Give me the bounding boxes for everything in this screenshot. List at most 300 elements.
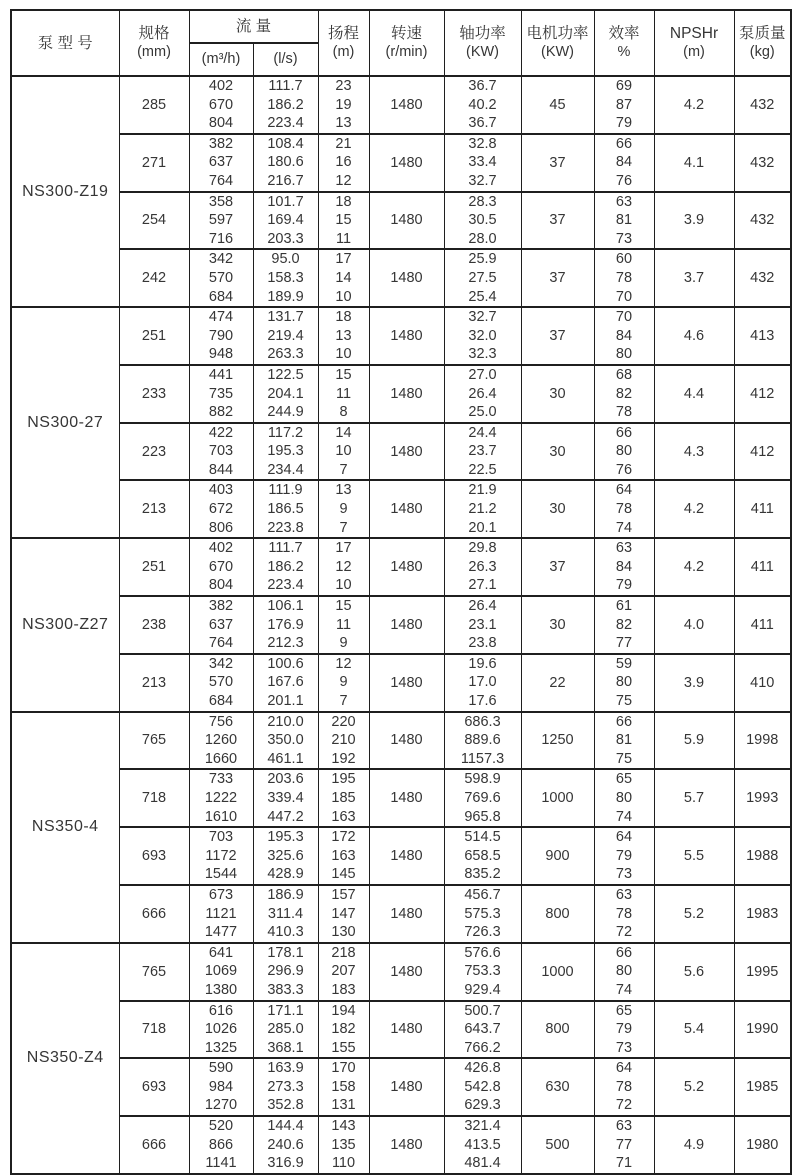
efficiency-value: 84 [615,327,633,344]
flow-m3h-cell [189,827,253,885]
motor-power-cell: 37 [521,192,594,250]
shaft-power-value: 28.0 [468,230,497,247]
head-value: 7 [339,461,348,478]
head-value: 10 [335,346,352,363]
shaft-power-value: 321.4 [464,1118,501,1135]
shaft-power-value: 514.5 [464,829,501,846]
efficiency-value: 80 [615,346,633,363]
shaft-power-cell [444,134,521,192]
efficiency-value: 64 [615,1060,633,1077]
head-value: 194 [331,1002,356,1019]
efficiency-value: 87 [615,96,633,113]
flow-ls-value: 350.0 [267,732,304,749]
shaft-power-value: 32.8 [468,135,497,152]
flow-m3h-value: 637 [208,154,234,171]
npshr-cell: 5.4 [654,1001,734,1059]
shaft-power-value: 27.5 [468,269,497,286]
motor-power-cell: 37 [521,134,594,192]
col-header-weight-unit: (kg) [749,44,775,60]
shaft-power-value: 26.3 [468,558,497,575]
flow-ls-cell [253,1058,318,1116]
flow-m3h-cell [189,538,253,596]
weight-cell: 411 [734,596,791,654]
head-value: 11 [335,385,352,402]
npshr-cell: 4.0 [654,596,734,654]
flow-ls-value: 223.4 [267,577,304,594]
shaft-power-cell [444,192,521,250]
shaft-power-value: 889.6 [464,732,501,749]
motor-power-cell: 22 [521,654,594,712]
shaft-power-value: 23.8 [468,635,497,652]
flow-m3h-value: 806 [208,519,234,536]
motor-power-cell: 45 [521,76,594,134]
col-header-speed [369,10,444,76]
head-cell [318,827,369,885]
head-cell [318,307,369,365]
flow-m3h-value: 641 [208,944,234,961]
flow-ls-cell [253,596,318,654]
efficiency-value: 73 [615,1039,633,1056]
head-value: 19 [335,96,352,113]
shaft-power-value: 21.2 [468,501,497,518]
table-row [11,1116,791,1174]
flow-ls-value: 325.6 [267,847,304,864]
flow-ls-value: 352.8 [267,1097,304,1114]
speed-cell: 1480 [369,423,444,481]
flow-ls-value: 285.0 [267,1021,304,1038]
head-value: 13 [335,115,352,132]
shaft-power-value: 769.6 [464,789,501,806]
spec-cell: 765 [119,712,189,770]
spec-cell: 765 [119,943,189,1001]
shaft-power-cell [444,1058,521,1116]
efficiency-value: 75 [615,750,633,767]
speed-cell: 1480 [369,1001,444,1059]
table-row [11,76,791,134]
spec-cell: 718 [119,1001,189,1059]
flow-ls-value: 234.4 [267,461,304,478]
flow-m3h-value: 1121 [205,905,237,922]
efficiency-value: 61 [615,598,633,615]
col-header-spec-unit: (mm) [137,44,171,60]
npshr-cell: 3.9 [654,654,734,712]
efficiency-value: 74 [615,981,633,998]
efficiency-value: 84 [615,558,633,575]
motor-power-cell: 30 [521,423,594,481]
npshr-cell: 5.9 [654,712,734,770]
flow-m3h-value: 1325 [204,1039,238,1056]
shaft-power-value: 36.7 [468,115,497,132]
col-header-npshr-label: NPSHr [669,25,719,42]
col-header-spec-label: 规格 [138,25,170,42]
flow-m3h-cell [189,365,253,423]
table-row [11,192,791,250]
flow-ls-value: 122.5 [267,366,304,383]
head-value: 15 [335,212,352,229]
flow-m3h-value: 1069 [204,963,238,980]
shaft-power-value: 413.5 [464,1136,501,1153]
pump-model-cell: NS350-Z4 [11,943,119,1174]
npshr-cell: 5.2 [654,1058,734,1116]
npshr-cell: 4.1 [654,134,734,192]
col-header-npshr [654,10,734,76]
shaft-power-value: 19.6 [468,655,497,672]
flow-ls-value: 263.3 [267,346,304,363]
shaft-power-value: 686.3 [464,713,501,730]
shaft-power-value: 598.9 [464,771,501,788]
flow-ls-cell [253,769,318,827]
flow-m3h-cell [189,423,253,481]
shaft-power-value: 25.0 [468,404,497,421]
flow-m3h-value: 804 [208,115,234,132]
flow-m3h-value: 984 [208,1078,234,1095]
weight-cell: 432 [734,249,791,307]
flow-m3h-cell [189,76,253,134]
efficiency-value: 63 [615,193,633,210]
flow-m3h-value: 1141 [205,1155,237,1172]
flow-m3h-cell [189,307,253,365]
head-value: 157 [331,886,356,903]
shaft-power-value: 32.0 [468,327,497,344]
flow-ls-value: 100.6 [267,655,304,672]
flow-m3h-cell [189,769,253,827]
npshr-cell: 4.2 [654,480,734,538]
head-value: 11 [335,230,352,247]
weight-cell: 1998 [734,712,791,770]
flow-m3h-value: 382 [208,598,234,615]
flow-ls-value: 447.2 [267,808,304,825]
shaft-power-value: 481.4 [464,1155,501,1172]
efficiency-cell [594,76,654,134]
head-value: 14 [335,269,352,286]
efficiency-cell [594,1116,654,1174]
shaft-power-cell [444,76,521,134]
efficiency-value: 77 [615,635,633,652]
flow-ls-value: 368.1 [267,1039,304,1056]
table-row [11,712,791,770]
flow-ls-value: 195.3 [267,829,304,846]
col-header-speed-label: 转速 [390,25,422,42]
motor-power-cell: 630 [521,1058,594,1116]
head-cell [318,596,369,654]
head-cell [318,538,369,596]
shaft-power-cell [444,423,521,481]
efficiency-value: 66 [615,424,633,441]
motor-power-cell: 37 [521,249,594,307]
flow-ls-value: 223.4 [267,115,304,132]
weight-cell: 413 [734,307,791,365]
flow-ls-value: 316.9 [267,1155,304,1172]
head-cell [318,480,369,538]
efficiency-value: 66 [615,135,633,152]
head-value: 10 [335,288,352,305]
flow-ls-value: 169.4 [267,212,304,229]
efficiency-value: 68 [615,366,633,383]
motor-power-cell: 30 [521,365,594,423]
flow-m3h-value: 764 [208,635,234,652]
shaft-power-value: 17.0 [468,674,497,691]
flow-ls-cell [253,827,318,885]
speed-cell: 1480 [369,192,444,250]
shaft-power-value: 426.8 [464,1060,501,1077]
motor-power-cell: 30 [521,480,594,538]
flow-m3h-cell [189,885,253,943]
head-cell [318,1116,369,1174]
flow-ls-value: 189.9 [267,288,304,305]
flow-m3h-value: 402 [208,540,234,557]
flow-ls-value: 223.8 [267,519,304,536]
shaft-power-value: 30.5 [468,212,497,229]
flow-ls-cell [253,1001,318,1059]
table-row [11,1058,791,1116]
head-value: 147 [331,905,356,922]
table-row [11,654,791,712]
shaft-power-cell [444,596,521,654]
shaft-power-value: 27.1 [468,577,497,594]
motor-power-cell: 30 [521,596,594,654]
spec-cell: 251 [119,538,189,596]
flow-m3h-value: 672 [208,501,234,518]
flow-ls-value: 186.2 [267,558,304,575]
shaft-power-value: 456.7 [464,886,501,903]
spec-cell: 693 [119,827,189,885]
flow-m3h-value: 597 [208,212,234,229]
head-value: 155 [331,1039,356,1056]
flow-m3h-cell [189,480,253,538]
shaft-power-value: 40.2 [468,96,497,113]
efficiency-value: 80 [615,789,633,806]
efficiency-value: 65 [615,771,633,788]
head-value: 192 [331,750,356,767]
shaft-power-value: 929.4 [464,981,501,998]
flow-m3h-value: 570 [208,269,234,286]
speed-cell: 1480 [369,365,444,423]
head-value: 185 [331,789,356,806]
col-header-motor-power-unit: (KW) [540,44,574,60]
flow-m3h-value: 403 [208,482,234,499]
flow-m3h-value: 948 [208,346,234,363]
shaft-power-cell [444,1116,521,1174]
table-row [11,943,791,1001]
spec-cell: 213 [119,654,189,712]
pump-spec-table [10,9,792,1175]
col-header-model: 泵 型 号 [11,10,119,76]
flow-m3h-value: 684 [208,693,234,709]
shaft-power-cell [444,943,521,1001]
flow-ls-value: 219.4 [267,327,304,344]
head-value: 158 [331,1078,356,1095]
efficiency-value: 79 [615,1021,633,1038]
efficiency-value: 81 [615,212,633,229]
efficiency-value: 64 [615,829,633,846]
col-header-shaft-power [444,10,521,76]
head-value: 143 [331,1118,356,1135]
flow-m3h-cell [189,1058,253,1116]
flow-ls-value: 144.4 [267,1118,304,1135]
table-row [11,307,791,365]
efficiency-cell [594,1001,654,1059]
flow-ls-value: 203.6 [267,771,304,788]
flow-m3h-cell [189,192,253,250]
head-value: 10 [335,443,352,460]
flow-m3h-value: 1610 [204,808,238,825]
flow-ls-cell [253,249,318,307]
efficiency-value: 74 [615,519,633,536]
motor-power-cell: 500 [521,1116,594,1174]
col-header-weight-label: 泵质量 [738,25,786,42]
table-row [11,769,791,827]
flow-m3h-value: 590 [208,1060,234,1077]
efficiency-value: 64 [615,482,633,499]
speed-cell: 1480 [369,134,444,192]
spec-cell: 233 [119,365,189,423]
head-value: 110 [331,1155,356,1172]
weight-cell: 410 [734,654,791,712]
motor-power-cell: 800 [521,1001,594,1059]
flow-m3h-value: 1026 [204,1021,238,1038]
flow-ls-value: 210.0 [267,713,304,730]
flow-ls-value: 383.3 [267,981,304,998]
head-cell [318,712,369,770]
flow-m3h-value: 866 [208,1136,234,1153]
flow-m3h-value: 1222 [204,789,238,806]
weight-cell: 412 [734,423,791,481]
shaft-power-value: 28.3 [468,193,497,210]
efficiency-value: 71 [615,1155,633,1172]
shaft-power-cell [444,365,521,423]
flow-m3h-value: 382 [208,135,234,152]
table-row [11,827,791,885]
head-value: 172 [331,829,356,846]
table-row [11,134,791,192]
spec-cell: 718 [119,769,189,827]
efficiency-cell [594,307,654,365]
flow-ls-cell [253,712,318,770]
flow-ls-value: 108.4 [267,135,304,152]
shaft-power-value: 658.5 [464,847,501,864]
flow-m3h-cell [189,943,253,1001]
weight-cell: 1995 [734,943,791,1001]
head-cell [318,654,369,712]
head-value: 135 [331,1136,356,1153]
weight-cell: 1993 [734,769,791,827]
weight-cell: 1980 [734,1116,791,1174]
weight-cell: 411 [734,480,791,538]
head-value: 17 [335,540,352,557]
head-value: 131 [331,1097,356,1114]
flow-m3h-value: 1172 [205,847,237,864]
efficiency-value: 81 [615,732,633,749]
head-value: 10 [335,577,352,594]
table-row [11,885,791,943]
head-value: 12 [335,558,352,575]
flow-ls-value: 203.3 [267,230,304,247]
efficiency-value: 79 [615,847,633,864]
col-header-npshr-unit: (m) [683,44,705,60]
spec-cell: 285 [119,76,189,134]
spec-cell: 251 [119,307,189,365]
flow-m3h-value: 790 [208,327,234,344]
flow-m3h-value: 520 [208,1118,234,1135]
efficiency-cell [594,769,654,827]
flow-ls-value: 201.1 [267,693,304,709]
motor-power-cell: 900 [521,827,594,885]
shaft-power-value: 23.7 [468,443,497,460]
efficiency-cell [594,885,654,943]
spec-cell: 238 [119,596,189,654]
npshr-cell: 5.7 [654,769,734,827]
motor-power-cell: 800 [521,885,594,943]
shaft-power-value: 726.3 [464,924,501,941]
flow-m3h-value: 441 [208,366,234,383]
table-row [11,423,791,481]
efficiency-cell [594,365,654,423]
flow-m3h-value: 1544 [204,866,238,883]
flow-m3h-cell [189,249,253,307]
head-value: 170 [331,1060,356,1077]
flow-ls-cell [253,423,318,481]
flow-m3h-value: 402 [208,78,234,94]
flow-m3h-value: 570 [208,674,234,691]
shaft-power-value: 835.2 [464,866,501,883]
efficiency-value: 84 [615,154,633,171]
flow-ls-value: 186.5 [267,501,304,518]
shaft-power-value: 25.9 [468,251,497,268]
head-cell [318,769,369,827]
head-value: 17 [335,251,352,268]
weight-cell: 412 [734,365,791,423]
speed-cell: 1480 [369,654,444,712]
efficiency-value: 59 [615,655,633,672]
table-row [11,365,791,423]
weight-cell: 1990 [734,1001,791,1059]
efficiency-value: 63 [615,540,633,557]
shaft-power-value: 753.3 [464,963,501,980]
spec-cell: 223 [119,423,189,481]
flow-m3h-value: 616 [208,1002,234,1019]
head-value: 9 [339,635,348,652]
flow-m3h-value: 342 [208,655,234,672]
flow-m3h-value: 716 [208,230,234,247]
flow-ls-value: 176.9 [267,616,304,633]
flow-m3h-value: 703 [208,443,234,460]
col-header-shaft-power-label: 轴功率 [459,25,506,42]
flow-ls-value: 273.3 [267,1078,304,1095]
flow-m3h-value: 1660 [204,750,238,767]
speed-cell: 1480 [369,1058,444,1116]
head-value: 8 [339,404,348,421]
flow-m3h-value: 637 [208,616,234,633]
head-value: 12 [335,172,352,189]
flow-ls-value: 339.4 [267,789,304,806]
flow-ls-value: 158.3 [267,269,304,286]
head-value: 220 [331,713,356,730]
flow-m3h-value: 1270 [204,1097,238,1114]
flow-m3h-value: 358 [208,193,234,210]
npshr-cell: 5.2 [654,885,734,943]
head-value: 18 [335,193,352,210]
col-header-flow-m3h: (m³/h) [189,43,253,76]
efficiency-cell [594,827,654,885]
flow-ls-value: 167.6 [267,674,304,691]
efficiency-value: 78 [615,905,633,922]
head-value: 15 [335,366,352,383]
efficiency-cell [594,423,654,481]
flow-m3h-cell [189,654,253,712]
flow-m3h-cell [189,1116,253,1174]
efficiency-cell [594,1058,654,1116]
speed-cell: 1480 [369,596,444,654]
